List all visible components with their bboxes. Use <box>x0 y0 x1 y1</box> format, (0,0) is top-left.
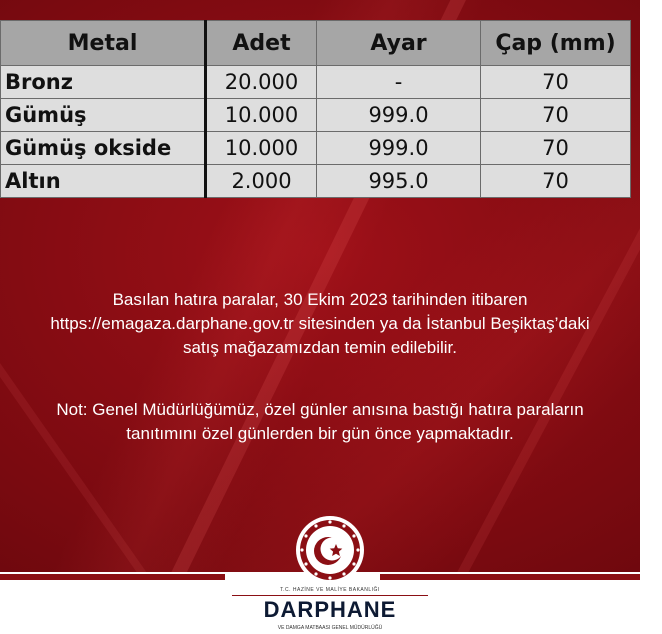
cell-ayar: 999.0 <box>317 132 481 165</box>
table-row <box>1 132 631 165</box>
note-paragraph <box>0 398 640 446</box>
cell-adet: 20.000 <box>206 66 317 99</box>
table-row <box>1 165 631 198</box>
cell-metal: Gümüş <box>1 99 206 132</box>
note-line: tanıtımını özel günlerden bir gün önce yapmaktadır. <box>126 424 514 443</box>
note-line: Not: Genel Müdürlüğümüz, özel günler anısına bastığı hatıra paraların <box>56 400 584 419</box>
cell-ayar: 999.0 <box>317 99 481 132</box>
cell-metal: Gümüş okside <box>1 132 206 165</box>
cell-cap: 70 <box>481 99 631 132</box>
logo-divider <box>232 595 428 596</box>
logo-name-text: DARPHANE <box>263 597 397 622</box>
emblem-graphic <box>295 515 365 585</box>
cell-adet: 2.000 <box>206 165 317 198</box>
availability-line: Basılan hatıra paralar, 30 Ekim 2023 tarihinden itibaren <box>112 290 528 309</box>
header-ayar: Ayar <box>317 21 481 66</box>
cell-ayar: - <box>317 66 481 99</box>
light-streak <box>439 148 640 612</box>
header-metal: Metal <box>1 21 206 66</box>
cell-metal: Bronz <box>1 66 206 99</box>
cell-cap: 70 <box>481 165 631 198</box>
availability-notice <box>0 288 640 360</box>
cell-adet: 10.000 <box>206 132 317 165</box>
table-header-row <box>1 21 631 66</box>
cell-cap: 70 <box>481 66 631 99</box>
header-adet: Adet <box>206 21 317 66</box>
availability-line: satış mağazamızdan temin edilebilir. <box>182 338 458 357</box>
logo-ministry-text: T.C. HAZİNE VE MALİYE BAKANLIĞI <box>280 587 380 593</box>
table-row <box>1 99 631 132</box>
availability-link-line[interactable]: https://emagaza.darphane.gov.tr sitesinden ya da İstanbul Beşiktaş’daki <box>50 314 590 333</box>
footer-stripe-left <box>0 574 225 580</box>
darphane-emblem-icon <box>295 515 365 585</box>
cell-ayar: 995.0 <box>317 165 481 198</box>
darphane-logo <box>210 515 450 634</box>
logo-subtitle-text: VE DAMGA MATBAASI GENEL MÜDÜRLÜĞÜ <box>277 625 383 631</box>
table-row <box>1 66 631 99</box>
cell-adet: 10.000 <box>206 99 317 132</box>
coin-specs-table <box>0 20 631 198</box>
cell-cap: 70 <box>481 132 631 165</box>
cell-metal: Altın <box>1 165 206 198</box>
header-cap: Çap (mm) <box>481 21 631 66</box>
